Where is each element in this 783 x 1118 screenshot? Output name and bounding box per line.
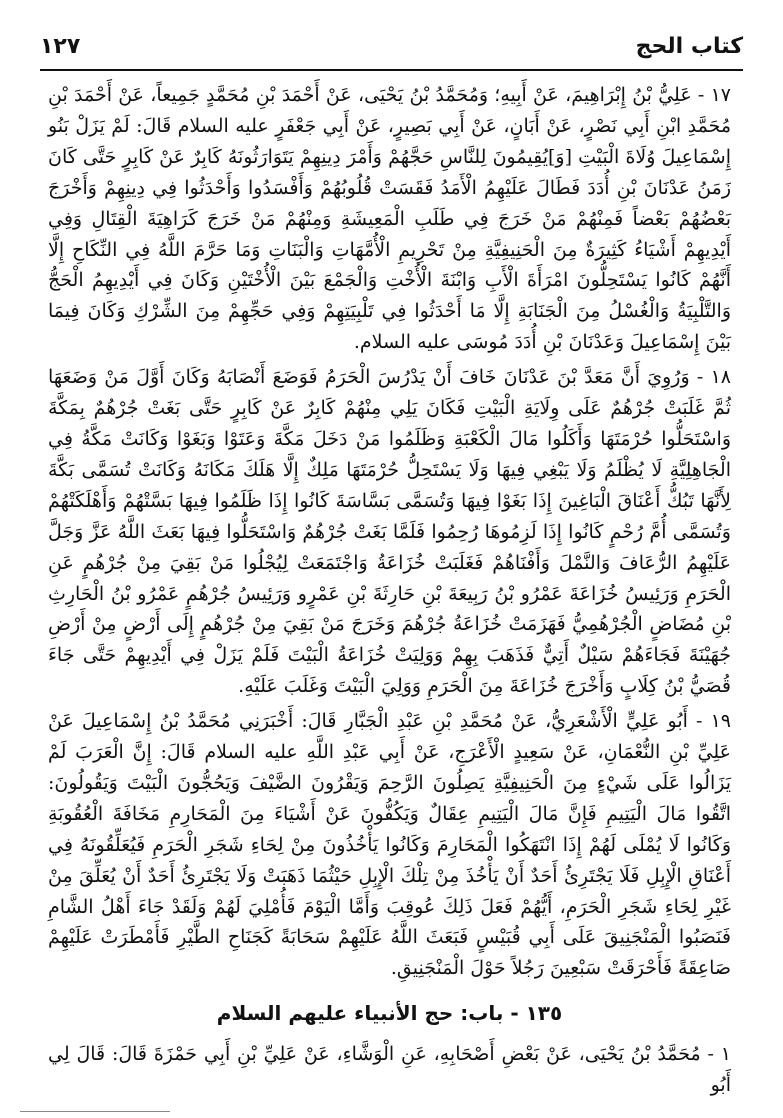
hadith-18: ١٨ - وَرُوِيَ أَنَّ مَعَدَّ بْنَ عَدْنَانَ خَافَ أَنْ يَدْرُسَ الْحَرَمُ فَوَضَعَ أَنْصَابَهُ وَكَانَ أَوَّلَ مَنْ وَضَعَهَا ثُمَّ غَلَبَتْ جُرْهُمٌ عَلَى وِلَايَةِ الْبَيْتِ فَكَانَ يَلِي مِنْهُمْ كَابِرٌ عَنْ كَابِرٍ حَتَّى بَغَتْ جُرْهُمٌ بِمَكَّةَ وَاسْتَحَلُّوا حُرْمَتَهَا وَأَكَلُوا مَالَ الْكَعْبَةِ وَظَلَمُوا مَنْ دَخَلَ مَكَّةَ وَعَتَوْا وَبَغَوْا وَكَانَتْ مَكَّةُ فِي الْجَاهِلِيَّةِ لَا يُظْلَمُ وَلَا يَبْغِي فِيهَا وَلَا يَسْتَحِلُّ حُرْمَتَهَا مَلِكٌ إِلَّا هَلَكَ مَكَانَهُ وَكَانَتْ تُسَمَّى بَكَّةَ لِأَنَّهَا تَبُكُّ أَعْنَاقَ الْبَاغِينَ إِذَا بَغَوْا فِيهَا وَتُسَمَّى بَسَّاسَةَ كَانُوا إِذَا ظَلَمُوا فِيهَا بَسَّتْهُمْ وَأَهْلَكَتْهُمْ وَتُسَمَّى أُمَّ رُحْمٍ كَانُوا إِذَا لَزِمُوهَا رُحِمُوا فَلَمَّا بَغَتْ جُرْهُمٌ وَاسْتَحَلُّوا فِيهَا بَعَثَ اللَّهُ عَزَّ وَجَلَّ عَلَيْهِمُ الرُّعَافَ وَالنَّمْلَ وَأَفْنَاهُمْ فَغَلَبَتْ خُزَاعَةُ وَاجْتَمَعَتْ لِيُجْلُوا مَنْ بَقِيَ مِنْ جُرْهُمٍ عَنِ الْحَرَمِ وَرَئِيسُ خُزَاعَةَ عَمْرُو بْنُ رَبِيعَةَ بْنِ حَارِثَةَ بْنِ عَمْرٍو وَرَئِيسُ جُرْهُمٍ عَمْرُو بْنُ الْحَارِثِ بْنِ مُضَاضٍ الْجُرْهُمِيُّ فَهَزَمَتْ خُزَاعَةُ جُرْهُمَ وَخَرَجَ مَنْ بَقِيَ مِنْ جُرْهُمٍ إِلَى أَرْضٍ مِنْ أَرْضِ جُهَيْنَةَ فَجَاءَهُمْ سَيْلٌ أَتِيٌّ فَذَهَبَ بِهِمْ وَوَلِيَتْ خُزَاعَةُ الْبَيْتَ فَلَمْ يَزَلْ فِي أَيْدِيهِمْ حَتَّى جَاءَ قُصَيُّ بْنُ كِلَابٍ وَأَخْرَجَ خُزَاعَةَ مِنَ الْحَرَمِ وَوَلِيَ الْبَيْتَ وَغَلَبَ عَلَيْهِ. [48,366,731,698]
hadith-19: ١٩ - أَبُو عَلِيٍّ الْأَشْعَرِيُّ، عَنْ مُحَمَّدِ بْنِ عَبْدِ الْجَبَّارِ قَالَ: أَخْبَرَنِي مُحَمَّدُ بْنُ إِسْمَاعِيلَ عَنْ عَلِيِّ بْنِ النُّعْمَانِ، عَنْ سَعِيدٍ الْأَعْرَجِ، عَنْ أَبِي عَبْدِ اللَّهِ عليه السلام قَالَ: إِنَّ الْعَرَبَ لَمْ يَزَالُوا عَلَى شَيْءٍ مِنَ الْحَنِيفِيَّةِ يَصِلُونَ الرَّحِمَ وَيَقْرُونَ الضَّيْفَ وَيَحُجُّونَ الْبَيْتَ وَيَقُولُونَ: اتَّقُوا مَالَ الْيَتِيمِ فَإِنَّ مَالَ الْيَتِيمِ عِقَالٌ وَيَكُفُّونَ عَنْ أَشْيَاءَ مِنَ الْمَحَارِمِ مَخَافَةَ الْعُقُوبَةِ وَكَانُوا لَا يُمْلَى لَهُمْ إِذَا انْتَهَكُوا الْمَحَارِمَ وَكَانُوا يَأْخُذُونَ مِنْ لِحَاءِ شَجَرِ الْحَرَمِ فَيُعَلِّقُونَهُ فِي أَعْنَاقِ الْإِبِلِ فَلَا يَجْتَرِئُ أَحَدٌ أَنْ يَأْخُذَ مِنْ تِلْكَ الْإِبِلِ حَيْثُمَا ذَهَبَتْ وَلَا يَجْتَرِئُ أَحَدٌ أَنْ يُعَلِّقَ مِنْ غَيْرِ لِحَاءِ شَجَرِ الْحَرَمِ، أَيُّهُمْ فَعَلَ ذَلِكَ عُوقِبَ وَأَمَّا الْيَوْمَ فَأُمْلِيَ لَهُمْ وَلَقَدْ جَاءَ أَهْلُ الشَّامِ فَنَصَبُوا الْمَنْجَنِيقَ عَلَى أَبِي قُبَيْسٍ فَبَعَثَ اللَّهُ عَلَيْهِمْ سَحَابَةً كَجَنَاحِ الطَّيْرِ فَأَمْطَرَتْ عَلَيْهِمْ صَاعِقَةً فَأَحْرَقَتْ سَبْعِينَ رَجُلاً حَوْلَ الْمَنْجَنِيقِ. [48,710,731,980]
page-number: ١٢٧ [40,34,81,59]
footer-line [20,1111,170,1112]
header-rule [40,69,743,71]
page-header [40,28,743,68]
book-title: كتاب الحج [635,34,743,59]
section-heading: ١٣٥ - باب: حج الأنبياء عليهم السلام [216,1001,563,1026]
page-body [48,80,731,1101]
hadith-17: ١٧ - عَلِيُّ بْنُ إِبْرَاهِيمَ، عَنْ أَبِيهِ؛ وَمُحَمَّدُ بْنُ يَحْيَى، عَنْ أَحْمَدَ بْنِ مُحَمَّدٍ جَمِيعاً، عَنْ أَحْمَدَ بْنِ مُحَمَّدِ ابْنِ أَبِي نَصْرٍ، عَنْ أَبَانٍ، عَنْ أَبِي بَصِيرٍ، عَنْ أَبِي جَعْفَرٍ عليه السلام قَالَ: لَمْ يَزَلْ بَنُو إِسْمَاعِيلَ وُلَاةَ الْبَيْتِ [وَ]يُقِيمُونَ لِلنَّاسِ حَجَّهُمْ وَأَمْرَ دِينِهِمْ يَتَوَارَثُونَهُ كَابِرٌ عَنْ كَابِرٍ حَتَّى كَانَ زَمَنُ عَدْنَانَ بْنِ أُدَدَ فَطَالَ عَلَيْهِمُ الْأَمَدُ فَقَسَتْ قُلُوبُهُمْ وَأَفْسَدُوا وَأَحْدَثُوا فِي دِينِهِمْ وَأَخْرَجَ بَعْضُهُمْ بَعْضاً فَمِنْهُمْ مَنْ خَرَجَ فِي طَلَبِ الْمَعِيشَةِ وَمِنْهُمْ مَنْ خَرَجَ كَرَاهِيَةَ الْقِتَالِ وَفِي أَيْدِيهِمْ أَشْيَاءُ كَثِيرَةٌ مِنَ الْحَنِيفِيَّةِ مِنْ تَحْرِيمِ الْأُمَّهَاتِ وَالْبَنَاتِ وَمَا حَرَّمَ اللَّهُ فِي النِّكَاحِ إِلَّا أَنَّهُمْ كَانُوا يَسْتَحِلُّونَ امْرَأَةَ الْأَبِ وَابْنَةَ الْأُخْتِ وَالْجَمْعَ بَيْنَ الْأُخْتَيْنِ وَكَانَ فِي أَيْدِيهِمُ الْحَجُّ وَالتَّلْبِيَةُ وَالْغُسْلُ مِنَ الْجَنَابَةِ إِلَّا مَا أَحْدَثُوا فِي تَلْبِيَتِهِمْ وَفِي حَجِّهِمْ مِنَ الشِّرْكِ وَكَانَ فِيمَا بَيْنَ إِسْمَاعِيلَ وَعَدْنَانَ بْنِ أُدَدَ مُوسَى عليه السلام. [48,84,731,354]
hadith-1: ١ - مُحَمَّدُ بْنُ يَحْيَى، عَنْ بَعْضِ أَصْحَابِهِ، عَنِ الْوَشَّاءِ، عَنْ عَلِيِّ بْنِ أَبِي حَمْزَةَ قَالَ: قَالَ لِي أَبُو [48,1043,731,1097]
